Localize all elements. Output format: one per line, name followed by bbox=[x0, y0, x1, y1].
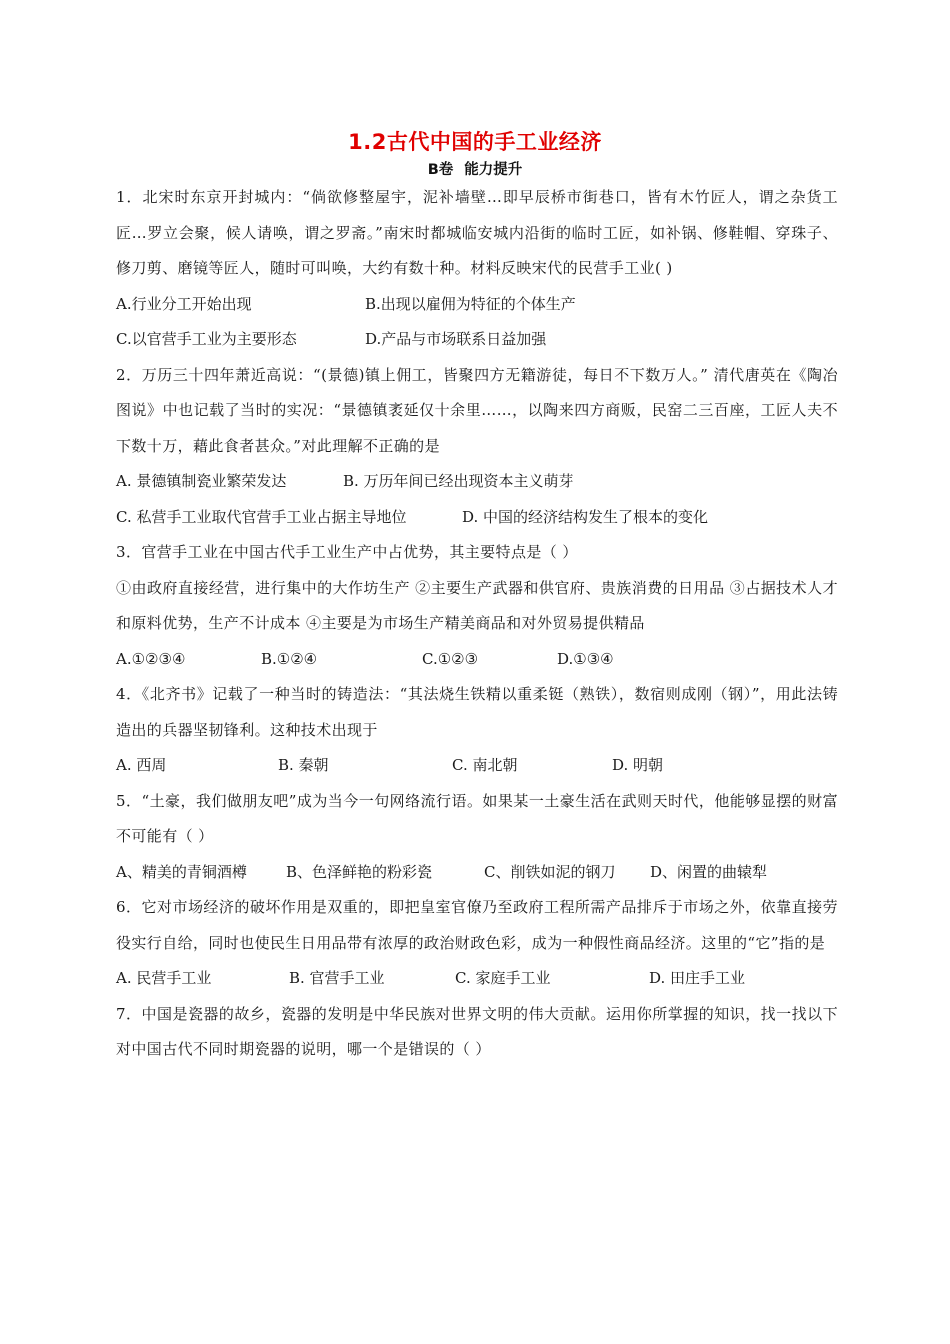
question-4-option-c: C. 南北朝 bbox=[452, 756, 518, 774]
question-4-stem: 4．《北齐书》记载了一种当时的铸造法：“其法烧生铁精以重柔铤（熟铁），数宿则成刚（钢）”，用此法铸造出的兵器坚韧锋利。这种技术出现于 bbox=[116, 685, 838, 739]
question-2-option-c: C. 私营手工业取代官营手工业占据主导地位 bbox=[116, 507, 407, 526]
question-1-option-c: C.以官营手工业为主要形态 bbox=[116, 330, 297, 348]
page-title: 1.2古代中国的手工业经济 bbox=[348, 130, 602, 154]
question-4-option-b: B. 秦朝 bbox=[278, 756, 329, 774]
question-2-option-a: A. 景德镇制瓷业繁荣发达 bbox=[116, 472, 287, 490]
question-5-options bbox=[116, 855, 838, 891]
question-6-option-b: B. 官营手工业 bbox=[289, 969, 385, 987]
question-4-option-d: D. 明朝 bbox=[612, 756, 664, 774]
question-5-option-a: A、精美的青铜酒樽 bbox=[116, 862, 247, 881]
question-5-option-b: B、色泽鲜艳的粉彩瓷 bbox=[286, 862, 433, 881]
question-2-options-row-1 bbox=[116, 464, 838, 500]
question-1-option-d: D.产品与市场联系日益加强 bbox=[365, 330, 547, 348]
question-1-options-row-1 bbox=[116, 287, 838, 323]
page-subtitle: B卷 能力提升 bbox=[427, 162, 523, 178]
question-list bbox=[116, 180, 838, 1068]
question-7-stem: 7．中国是瓷器的故乡，瓷器的发明是中华民族对世界文明的伟大贡献。运用你所掌握的知识，找一找以下对中国古代不同时期瓷器的说明，哪一个是错误的（ ） bbox=[116, 1004, 838, 1058]
question-2-options-row-2 bbox=[116, 500, 838, 536]
question-1-option-a: A.行业分工开始出现 bbox=[116, 294, 252, 313]
question-6-option-a: A. 民营手工业 bbox=[116, 969, 212, 987]
question-3-statements: ①由政府直接经营，进行集中的大作坊生产 ②主要生产武器和供官府、贵族消费的日用品 ③占据技术人才和原料优势，生产不计成本 ④主要是为市场生产精美商品和对外贸易提供精品 bbox=[116, 578, 838, 632]
question-6-option-c: C. 家庭手工业 bbox=[455, 969, 551, 987]
question-5-option-d: D、闲置的曲辕犁 bbox=[650, 862, 768, 881]
question-1-stem: 1．北宋时东京开封城内：“倘欲修整屋宇，泥补墙壁…即早辰桥市街巷口，皆有木竹匠人，谓之杂货工匠…罗立会聚，候人请唤，谓之罗斋。”南宋时都城临安城内沿街的临时工匠，如补锅、修鞋帽、穿珠子、修刀剪、磨镜等匠人，随时可叫唤，大约有数十种。材料反映宋代的民营手工业( ) bbox=[116, 188, 838, 277]
question-3-stem: 3．官营手工业在中国古代手工业生产中占优势，其主要特点是（ ） bbox=[116, 543, 578, 561]
question-2-option-d: D. 中国的经济结构发生了根本的变化 bbox=[462, 507, 709, 526]
question-2-option-b: B. 万历年间已经出现资本主义萌芽 bbox=[343, 472, 574, 490]
question-5-stem: 5．“土豪，我们做朋友吧”成为当今一句网络流行语。如果某一土豪生活在武则天时代，他能够显摆的财富不可能有（ ） bbox=[116, 791, 838, 845]
question-3-option-b: B.①②④ bbox=[261, 649, 318, 668]
question-5-option-c: C、削铁如泥的钢刀 bbox=[484, 862, 616, 881]
question-6-stem: 6．它对市场经济的破坏作用是双重的，即把皇室官僚乃至政府工程所需产品排斥于市场之外，依靠直接劳役实行自给，同时也使民生日用品带有浓厚的政治财政色彩，成为一种假性商品经济。这里的“它”指的是 bbox=[116, 898, 838, 952]
question-3-option-a: A.①②③④ bbox=[116, 649, 186, 668]
question-1-option-b: B.出现以雇佣为特征的个体生产 bbox=[365, 294, 576, 313]
question-4-option-a: A. 西周 bbox=[116, 756, 167, 774]
question-3-option-c: C.①②③ bbox=[422, 649, 479, 668]
question-4-options bbox=[116, 748, 838, 784]
question-6-option-d: D. 田庄手工业 bbox=[649, 969, 746, 987]
question-3-option-d: D.①③④ bbox=[557, 649, 614, 668]
question-1-options-row-2 bbox=[116, 322, 838, 358]
question-3-options bbox=[116, 642, 838, 678]
question-2-stem: 2．万历三十四年萧近高说：“(景德)镇上佣工，皆聚四方无籍游徒，每日不下数万人。” 清代唐英在《陶冶图说》中也记载了当时的实况：“景德镇袤延仅十余里……，以陶来四方商贩，民窑二三百座，工匠人夫不下数十万，藉此食者甚众。”对此理解不正确的是 bbox=[116, 365, 838, 455]
question-6-options bbox=[116, 961, 838, 997]
